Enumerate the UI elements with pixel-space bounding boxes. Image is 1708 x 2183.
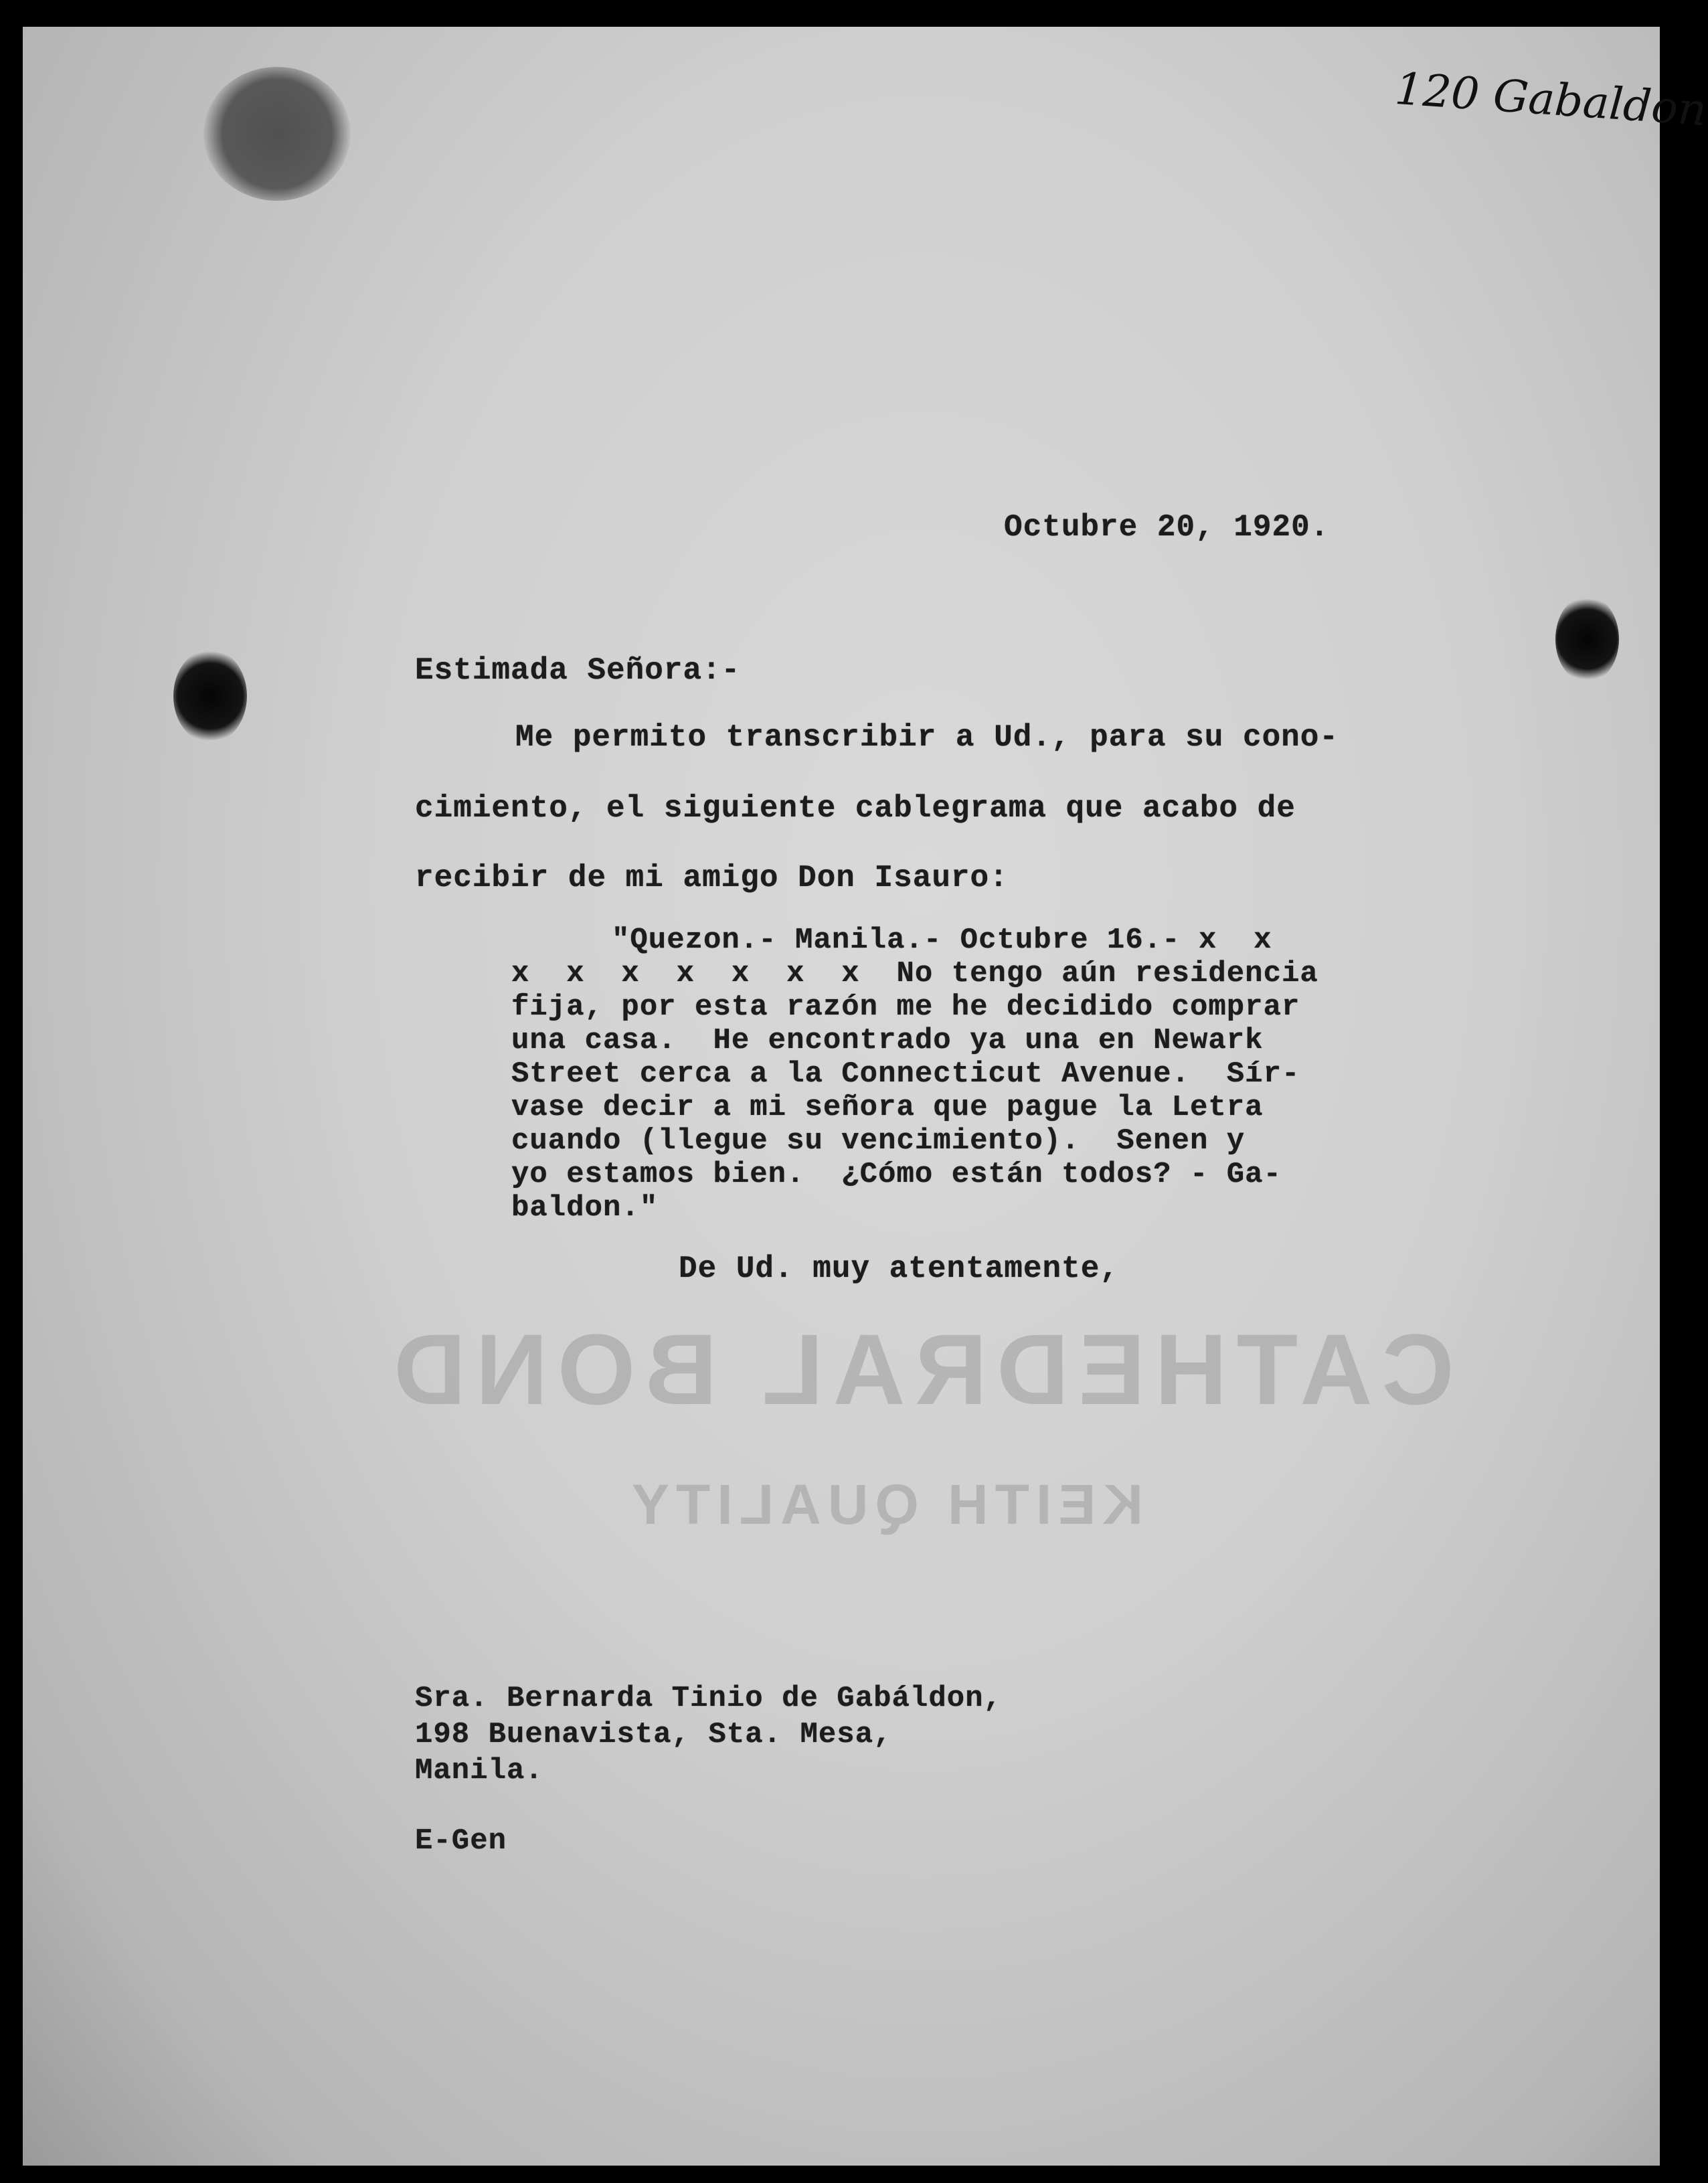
top-smudge [203, 67, 351, 201]
salutation: Estimada Señora:- [415, 653, 741, 688]
watermark-brand: CATHEDRAL BOND [384, 1313, 1454, 1425]
cablegram-line: "Quezon.- Manila.- Octubre 16.- x x [612, 924, 1272, 957]
cablegram-line: baldon." [511, 1191, 659, 1225]
cablegram-line: fija, por esta razón me he decidido comprar [511, 990, 1300, 1024]
cablegram-line: Street cerca a la Connecticut Avenue. Sír- [511, 1057, 1300, 1091]
body-line: Me permito transcribir a Ud., para su cono- [515, 720, 1339, 755]
binder-hole-left [173, 649, 247, 743]
handwritten-note: 120 Gabaldon [1393, 62, 1708, 137]
body-line: recibir de mi amigo Don Isauro: [415, 861, 1009, 895]
address-line: 198 Buenavista, Sta. Mesa, [415, 1718, 892, 1751]
binder-hole-right [1555, 596, 1619, 683]
watermark-quality: KEITH QUALITY [625, 1473, 1143, 1536]
cablegram-line: una casa. He encontrado ya una en Newark [511, 1024, 1264, 1057]
body-line: cimiento, el siguiente cablegrama que acabo de [415, 791, 1296, 826]
letter-date: Octubre 20, 1920. [1004, 510, 1330, 545]
cablegram-line: x x x x x x x No tengo aún residencia [511, 957, 1318, 990]
address-line: Manila. [415, 1754, 543, 1787]
letter-page [23, 27, 1708, 2166]
cablegram-line: vase decir a mi señora que pague la Letra [511, 1091, 1264, 1124]
reference-initials: E-Gen [415, 1824, 507, 1858]
cablegram-line: yo estamos bien. ¿Cómo están todos? - Ga- [511, 1158, 1282, 1191]
closing: De Ud. muy atentamente, [679, 1251, 1119, 1286]
address-line: Sra. Bernarda Tinio de Gabáldon, [415, 1682, 1002, 1715]
cablegram-line: cuando (llegue su vencimiento). Senen y [511, 1124, 1246, 1158]
